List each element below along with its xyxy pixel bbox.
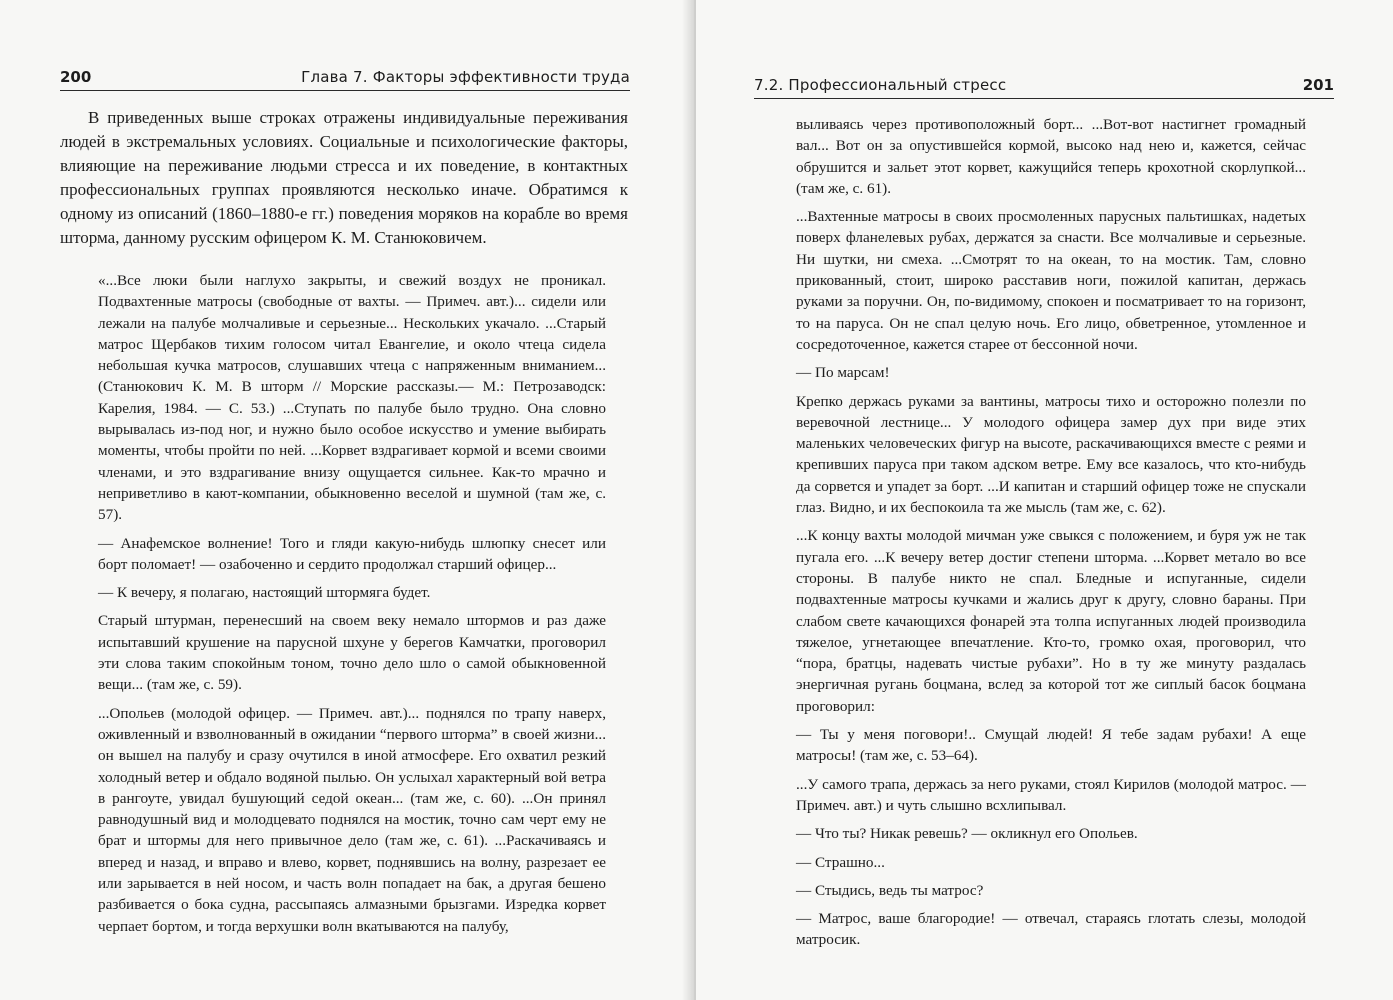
left-page	[0, 0, 690, 1000]
intro-paragraph: В приведенных выше строках отражены индивидуальные переживания людей в экстремальных условиях. Социальные и психологические факторы, влияющие на переживание людьми стресса и их поведение, в контактных профессиональных группах проявляются несколько иначе. Обратимся к одному из описаний (1860–1880-е гг.) поведения моряков на корабле во время шторма, данному русским офицером К. М. Станюковичем.	[60, 108, 628, 247]
right-quote-paragraph-1: выливаясь через противоположный борт... ...Вот-вот настигнет громадный вал... Вот он за опустившейся кормой, высоко над нею и, кажется, сейчас обрушится и зальет этот корвет, кажущийся теперь крохотной скорлупкой... (там же, с. 61).	[796, 116, 1306, 197]
right-quote-paragraph-10: — Стыдись, ведь ты матрос?	[796, 881, 984, 899]
right-quote-paragraph-9: — Страшно...	[796, 853, 885, 871]
right-running-title: 7.2. Профессиональный стресс	[754, 76, 1007, 94]
right-quote-paragraph-5: ...К концу вахты молодой мичман уже свыкся с положением, и буря уж не так пугала его. ...К вечеру ветер достиг степени шторма. ...Корвет метало во все стороны. В палубе никто не спал. Бледные и испуганные, сидели подвахтенные матросы кучками и жались друг к другу, словно бараны. При слабом свете качающихся фонарей эта толпа испуганных людей производила тяжелое, угнетающее впечатление. Кто-то, громко охая, проговорил, что “пора, братцы, надевать чистые рубахи”. Но в ту же минуту раздалась энергичная ругань боцмана, вслед за которой тот же сиплый басок боцмана проговорил:	[796, 527, 1306, 715]
right-quote-paragraph-11: — Матрос, ваше благородие! — отвечал, стараясь глотать слезы, молодой матросик.	[796, 910, 1306, 949]
right-quote-paragraph-6: — Ты у меня поговори!.. Смущай людей! Я тебе задам рубахи! А еще матросы! (там же, с. 53–64).	[796, 726, 1306, 765]
left-quote-paragraph-3: — К вечеру, я полагаю, настоящий штормяга будет.	[98, 584, 431, 602]
left-quote-paragraph-4: Старый штурман, перенесший на своем веку немало штормов и раз даже испытавший крушение на парусной шхуне у берегов Камчатки, проговорил эти слова таким спокойным тоном, точно дело шло о самой обыкновенной вещи... (там же, с. 59).	[98, 612, 606, 694]
left-page-number: 200	[60, 68, 92, 86]
right-quote-paragraph-2: ...Вахтенные матросы в своих просмоленных парусных пальтишках, надетых поверх фланелевых рубах, держатся за снасти. Все молчаливые и серьезные. Ни шутки, ни смеха. ...Смотрят то на океан, то на мостик. Там, словно прикованный, стоит, широко расставив ноги, пожилой капитан, держась руками за поручни. Он, по-видимому, спокоен и посматривает то на горизонт, то на паруса. Он не спал целую ночь. Его лицо, обветренное, утомленное и сосредоточенное, кажется старее от бессонной ночи.	[796, 208, 1306, 353]
right-quote-block	[796, 114, 1306, 951]
left-running-title: Глава 7. Факторы эффективности труда	[301, 68, 630, 86]
right-page	[696, 0, 1393, 1000]
left-intro-text	[60, 106, 628, 250]
right-quote-paragraph-7: ...У самого трапа, держась за него руками, стоял Кирилов (молодой матрос. — Примеч. авт.) и чуть слышно всхлипывал.	[796, 775, 1306, 814]
left-quote-paragraph-2: — Анафемское волнение! Того и гляди какую-нибудь шлюпку снесет или борт поломает! — озабоченно и сердито продолжал старший офицер...	[98, 534, 606, 573]
right-quote-paragraph-4: Крепко держась руками за вантины, матросы тихо и осторожно полезли по веревочной лестнице... У молодого офицера замер дух при виде этих маленьких человеческих фигур на высоте, раскачивающихся вместе с реями и крепивших паруса при таком адском ветре. Ему все казалось, что кто-нибудь да сорвется и упадет за борт. ...И капитан и старший офицер тоже не спускали глаз. Видно, и их беспокоила та же мысль (там же, с. 62).	[796, 392, 1306, 517]
right-running-head	[754, 72, 1334, 99]
right-quote-paragraph-8: — Что ты? Никак ревешь? — окликнул его Опольев.	[796, 825, 1138, 843]
left-quote-paragraph-1: «...Все люки были наглухо закрыты, и свежий воздух не проникал. Подвахтенные матросы (свободные от вахты. — Примеч. авт.)... сидели или лежали на палубе молчаливые и серьезные... Нескольких укачало. ...Старый матрос Щербаков тихим голосом читал Евангелие, и около чтеца сидела небольшая кучка матросов, слушавших чтеца с напряженным вниманием... (Станюкович К. М. В шторм // Морские рассказы.— М.: Петрозаводск: Карелия, 1984. — С. 53.) ...Ступать по палубе было трудно. Она словно вырывалась из-под ног, и нужно было особое искусство и умение выбирать моменты, чтобы пройти по ней. ...Корвет вздрагивает кормой и всеми своими членами, и это вздрагивание внизу ощущается сильнее. Как-то мрачно и неприветливо в кают-компании, обыкновенно веселой и шумной (там же, с. 57).	[98, 272, 606, 524]
right-quote-paragraph-3: — По марсам!	[796, 364, 890, 382]
left-running-head	[60, 64, 630, 91]
left-quote-paragraph-5: ...Опольев (молодой офицер. — Примеч. авт.)... поднялся по трапу наверх, оживленный и взволнованный в ожидании “первого шторма” в своей жизни... он вышел на палубу и сразу очутился в иной атмосфере. Его охватил резкий холодный ветер и обдало водяной пылью. Он услыхал характерный вой ветра в рангоуте, увидал бушующий седой океан... (там же, с. 60). ...Он принял равнодушный вид и молодцевато поднялся на мостик, точно сам черт ему не брат и штормы для него привычное дело (там же, с. 61). ...Раскачиваясь и вперед и назад, и вправо и влево, корвет, поднявшись на волну, разрезает ее или зарывается в ней носом, и часть волн попадает на бак, а другая бешено разбивается о бока судна, рассыпаясь алмазными брызгами. Изредка корвет черпает бортом, и тогда верхушки волн вкатываются на палубу,	[98, 704, 606, 935]
left-quote-block	[98, 270, 606, 937]
right-page-number: 201	[1302, 76, 1334, 94]
